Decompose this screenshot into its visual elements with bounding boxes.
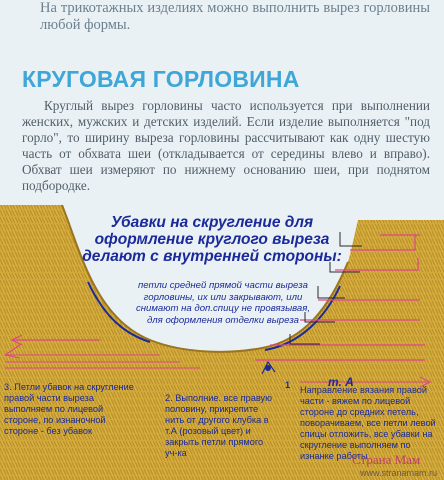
watermark-url: www.stranamam.ru [360,468,438,478]
caption-step1-number: 1 [285,380,291,390]
point-a-label: т. А [328,375,354,389]
body-paragraph: Круглый вырез горловины часто используется при выполнении женских, мужских и детских изделий. Если изделие выполняется "под горло", то ширину выреза горловины рассчитывают как одну шестую часть от обхвата шеи (откладывается от середины влево и вправо). Обхват шеи измеряют по нижнему основанию шеи, при поднятом подбородке. [22,98,430,193]
watermark: Страна Мам [352,452,421,467]
caption-step3: 3. Петли убавок на скругление правой части выреза выполняем по лицевой стороне, по изнаночной стороне - без убавок [4,382,134,436]
caption-step1: Направление вязания правой части - вяжем по лицевой стороне до средних петель, поворачиваем, все петли левой спицы отложить, все убавки на скругление выполняем по изнанке работы [300,385,436,461]
section-heading: КРУГОВАЯ ГОРЛОВИНА [22,66,300,92]
caption-step2: 2. Выполние. все правую половину, прикрепите нить от другого клубка в т.А (розовый цвет) и закрыть петли прямого уч-ка [165,393,273,458]
title-note: Убавки на скругление для оформление круглого выреза делают с внутренней стороны: [82,214,342,265]
intro-text: На трикотажных изделиях можно выполнить вырез горловины любой формы. [40,0,430,33]
middle-note: петли средней прямой части выреза горловины, их или закрывают, или снимают на доп.спицу не провязывая, для оформления отделки выреза [135,280,311,326]
